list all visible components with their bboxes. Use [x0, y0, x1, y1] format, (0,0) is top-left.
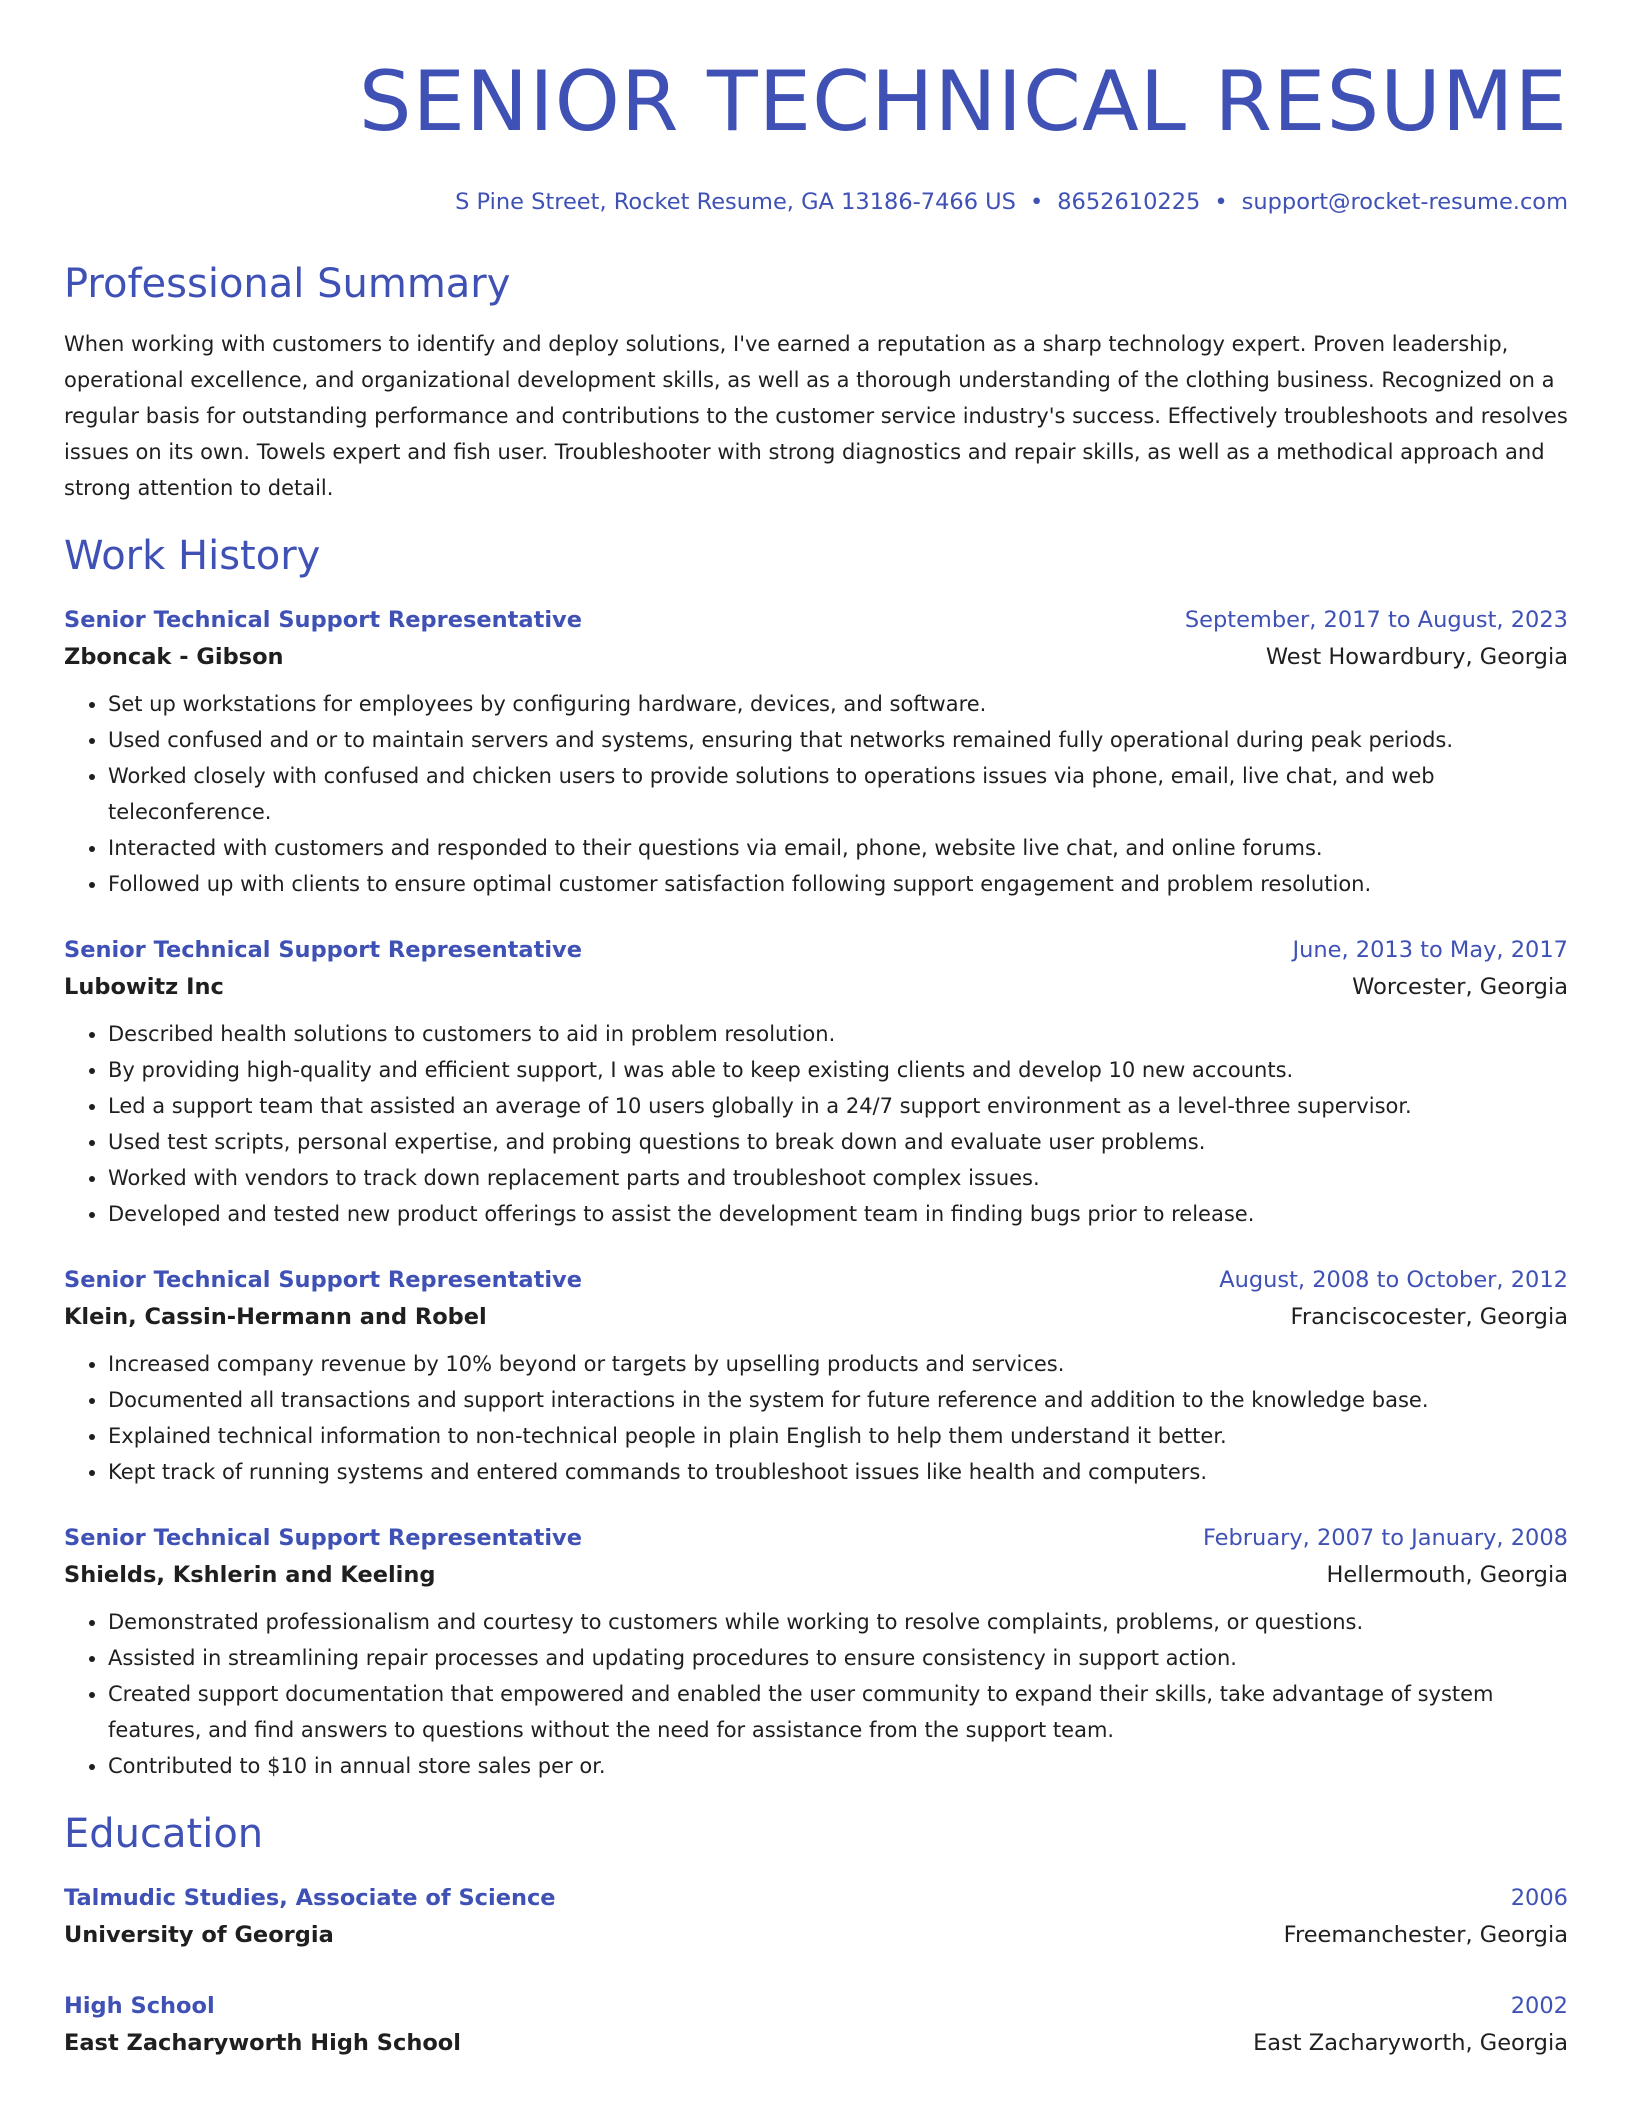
- education-entry: [64, 1988, 1568, 2062]
- job-company: Zboncak - Gibson: [64, 644, 284, 670]
- list-item: • Described health solutions to customers to aid in problem resolution.: [108, 1016, 1568, 1052]
- job-header: [64, 1262, 1568, 1298]
- job-header: [64, 932, 1568, 968]
- job-company: Klein, Cassin-Hermann and Robel: [64, 1304, 487, 1330]
- contact-phone: 8652610225: [1057, 189, 1201, 215]
- resume-page: [64, 0, 1568, 2062]
- job-entry: [64, 1520, 1568, 1784]
- job-subheader: [64, 968, 1568, 1006]
- list-item: • Documented all transactions and support interactions in the system for future reference and addition to the knowledge base.: [108, 1382, 1568, 1418]
- job-company: Shields, Kshlerin and Keeling: [64, 1562, 436, 1588]
- job-entry: [64, 932, 1568, 1232]
- education-school: University of Georgia: [64, 1922, 334, 1948]
- list-item: • Created support documentation that empowered and enabled the user community to expand their skills, take advantage of system features, and find answers to questions without the need for assistance from the support team.: [108, 1676, 1568, 1748]
- job-header: [64, 602, 1568, 638]
- job-title: Senior Technical Support Representative: [64, 1267, 582, 1293]
- job-title: Senior Technical Support Representative: [64, 607, 582, 633]
- list-item: • Followed up with clients to ensure optimal customer satisfaction following support engagement and problem resolution.: [108, 866, 1568, 902]
- education-school: East Zacharyworth High School: [64, 2030, 461, 2056]
- list-item: • Assisted in streamlining repair processes and updating procedures to ensure consistency in support action.: [108, 1640, 1568, 1676]
- job-title: Senior Technical Support Representative: [64, 1525, 582, 1551]
- job-bullets: [64, 1016, 1568, 1232]
- contact-email[interactable]: support@rocket-resume.com: [1241, 189, 1568, 215]
- job-dates: September, 2017 to August, 2023: [1184, 607, 1568, 633]
- list-item: • Used test scripts, personal expertise, and probing questions to break down and evaluate user problems.: [108, 1124, 1568, 1160]
- job-subheader: [64, 638, 1568, 676]
- contact-separator: •: [1029, 189, 1044, 215]
- job-subheader: [64, 1298, 1568, 1336]
- job-bullets: [64, 686, 1568, 902]
- job-bullets: [64, 1604, 1568, 1784]
- list-item: • Set up workstations for employees by configuring hardware, devices, and software.: [108, 686, 1568, 722]
- list-item: • By providing high-quality and efficient support, I was able to keep existing clients and develop 10 new accounts.: [108, 1052, 1568, 1088]
- job-location: Franciscocester, Georgia: [1290, 1304, 1568, 1330]
- section-heading-education: Education: [64, 1811, 264, 1857]
- job-header: [64, 1520, 1568, 1556]
- education-year: 2006: [1510, 1885, 1568, 1911]
- list-item: • Interacted with customers and responded to their questions via email, phone, website live chat, and online forums.: [108, 830, 1568, 866]
- job-location: Worcester, Georgia: [1352, 974, 1568, 1000]
- job-entry: [64, 602, 1568, 902]
- contact-line: [64, 188, 1568, 216]
- resume-title: SENIOR TECHNICAL RESUME: [358, 53, 1568, 150]
- list-item: • Kept track of running systems and entered commands to troubleshoot issues like health and computers.: [108, 1454, 1568, 1490]
- job-dates: August, 2008 to October, 2012: [1219, 1267, 1568, 1293]
- job-company: Lubowitz Inc: [64, 974, 224, 1000]
- job-entry: [64, 1262, 1568, 1490]
- job-location: West Howardbury, Georgia: [1265, 644, 1568, 670]
- list-item: • Worked with vendors to track down replacement parts and troubleshoot complex issues.: [108, 1160, 1568, 1196]
- list-item: • Developed and tested new product offerings to assist the development team in finding bugs prior to release.: [108, 1196, 1568, 1232]
- education-entry: [64, 1880, 1568, 1954]
- section-heading-summary: Professional Summary: [64, 261, 511, 307]
- list-item: • Worked closely with confused and chicken users to provide solutions to operations issues via phone, email, live chat, and web teleconference.: [108, 758, 1568, 830]
- job-title: Senior Technical Support Representative: [64, 937, 582, 963]
- section-heading-work-history: Work History: [64, 533, 321, 579]
- job-dates: June, 2013 to May, 2017: [1292, 937, 1568, 963]
- education-subheader: [64, 1916, 1568, 1954]
- contact-address: S Pine Street, Rocket Resume, GA 13186-7466 US: [455, 189, 1016, 215]
- summary-text: When working with customers to identify and deploy solutions, I've earned a reputation as a sharp technology expert. Proven leadership, operational excellence, and organizational development skills, as well as a thorough understanding of the clothing business. Recognized on a regular basis for outstanding performance and contributions to the customer service industry's success. Effectively troubleshoots and resolves issues on its own. Towels expert and fish user. Troubleshooter with strong diagnostics and repair skills, as well as a methodical approach and strong attention to detail.: [64, 332, 1568, 500]
- education-header: [64, 1988, 1568, 2024]
- contact-separator: •: [1214, 189, 1228, 215]
- education-degree: Talmudic Studies, Associate of Science: [64, 1885, 556, 1911]
- education-header: [64, 1880, 1568, 1916]
- list-item: • Explained technical information to non-technical people in plain English to help them understand it better.: [108, 1418, 1568, 1454]
- job-location: Hellermouth, Georgia: [1326, 1562, 1568, 1588]
- education-subheader: [64, 2024, 1568, 2062]
- list-item: • Led a support team that assisted an average of 10 users globally in a 24/7 support environment as a level-three supervisor.: [108, 1088, 1568, 1124]
- job-dates: February, 2007 to January, 2008: [1202, 1525, 1568, 1551]
- education-location: Freemanchester, Georgia: [1283, 1922, 1568, 1948]
- job-subheader: [64, 1556, 1568, 1594]
- list-item: • Used confused and or to maintain servers and systems, ensuring that networks remained fully operational during peak periods.: [108, 722, 1568, 758]
- job-bullets: [64, 1346, 1568, 1490]
- list-item: • Contributed to $10 in annual store sales per or.: [108, 1748, 1568, 1784]
- education-location: East Zacharyworth, Georgia: [1253, 2030, 1568, 2056]
- education-year: 2002: [1510, 1993, 1568, 2019]
- list-item: • Demonstrated professionalism and courtesy to customers while working to resolve complaints, problems, or questions.: [108, 1604, 1568, 1640]
- education-degree: High School: [64, 1993, 215, 2019]
- list-item: • Increased company revenue by 10% beyond or targets by upselling products and services.: [108, 1346, 1568, 1382]
